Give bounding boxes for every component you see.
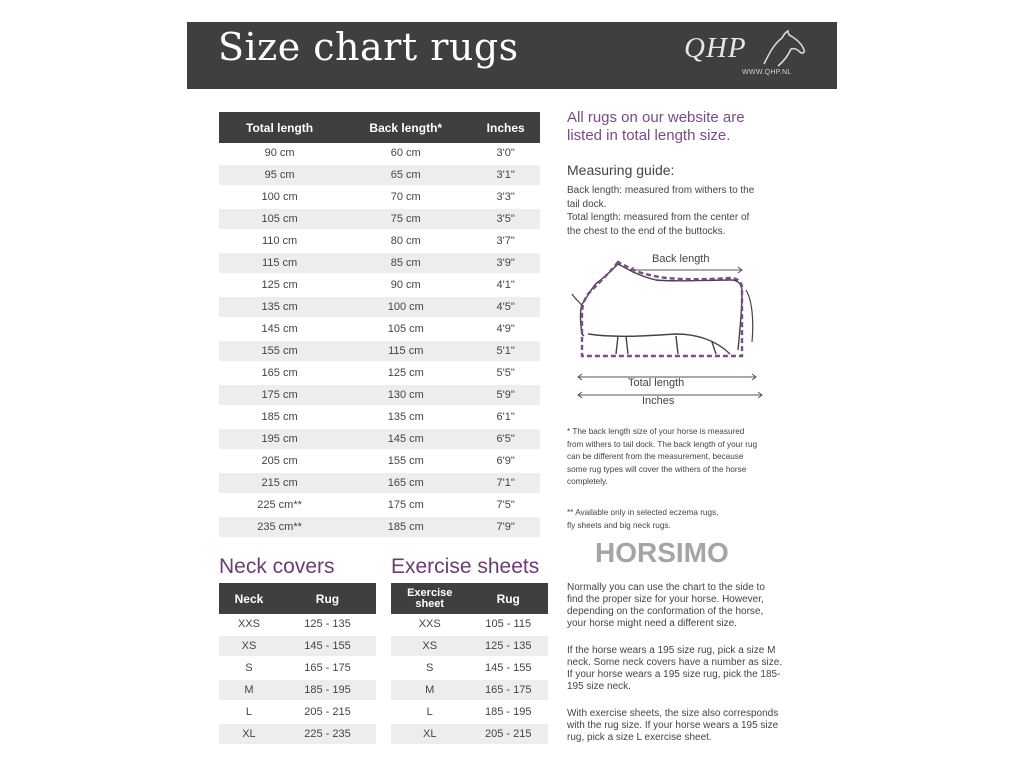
table-row (219, 494, 540, 516)
rug-size-table (219, 112, 540, 539)
col-exercise-line2: sheet (415, 597, 445, 610)
table-cell: M (219, 679, 279, 701)
table-cell: 155 cm (219, 340, 340, 362)
table-cell: 95 cm (219, 164, 340, 186)
col-neck: Neck (219, 583, 279, 614)
table-row (219, 274, 540, 296)
table-cell: 165 cm (219, 362, 340, 384)
table-row (391, 614, 548, 635)
table-cell: 185 cm (340, 516, 471, 538)
table-cell: XL (391, 723, 468, 745)
table-row (391, 723, 548, 745)
table-row (219, 614, 376, 635)
table-cell: 3'9" (471, 252, 540, 274)
table-cell: 125 - 135 (279, 614, 376, 635)
table-row (219, 701, 376, 723)
table-row (219, 186, 540, 208)
table-row (219, 635, 376, 657)
rug-dashed-outline (582, 262, 742, 356)
paragraph-line: your horse might need a different size. (567, 618, 737, 629)
table-cell: 90 cm (219, 143, 340, 164)
table-row (391, 679, 548, 701)
table-cell: XS (391, 635, 468, 657)
guide-line: Back length: measured from withers to the (567, 185, 755, 196)
table-cell: XL (219, 723, 279, 745)
table-header-row (391, 583, 548, 614)
table-cell: 130 cm (340, 384, 471, 406)
notice-line: All rugs on our website are (567, 109, 745, 126)
table-row (219, 318, 540, 340)
table-cell: 135 cm (219, 296, 340, 318)
table-cell: 60 cm (340, 143, 471, 164)
table-row (219, 164, 540, 186)
table-cell: 3'0" (471, 143, 540, 164)
table-row (219, 450, 540, 472)
table-cell: 145 cm (219, 318, 340, 340)
table-cell: S (391, 657, 468, 679)
table-cell: 100 cm (340, 296, 471, 318)
footnote-line: completely. (567, 477, 608, 486)
table-cell: 205 - 215 (279, 701, 376, 723)
paragraph-chart-usage (567, 582, 812, 630)
logo-text: QHP (684, 32, 747, 64)
measuring-diagram (566, 250, 806, 410)
paragraph-exercise-sizing (567, 708, 812, 744)
inches-label: Inches (642, 395, 675, 407)
footnote-line: * The back length size of your horse is measured (567, 427, 745, 436)
measuring-guide-title: Measuring guide: (567, 162, 675, 178)
paragraph-line: 195 size neck. (567, 681, 631, 692)
table-row (219, 384, 540, 406)
notice-text (567, 109, 807, 145)
table-cell: 6'5" (471, 428, 540, 450)
table-cell: 135 cm (340, 406, 471, 428)
col-exercise-line1: Exercise (407, 586, 453, 599)
table-cell: 235 cm** (219, 516, 340, 538)
col-exercise-sheet (391, 583, 468, 614)
guide-line: tail dock. (567, 198, 607, 210)
qhp-logo (684, 30, 814, 82)
table-row (219, 296, 540, 318)
table-cell: 125 cm (219, 274, 340, 296)
notice-line: listed in total length size. (567, 127, 731, 144)
logo-url: WWW.QHP.NL (742, 69, 792, 76)
neck-covers-title: Neck covers (219, 555, 335, 578)
table-cell: 3'3" (471, 186, 540, 208)
table-cell: L (219, 701, 279, 723)
table-header-row (219, 583, 376, 614)
page-title: Size chart rugs (218, 25, 519, 69)
back-length-label: Back length (652, 253, 710, 265)
table-cell: 80 cm (340, 230, 471, 252)
table-cell: 4'9" (471, 318, 540, 340)
table-row (219, 252, 540, 274)
table-cell: 225 - 235 (279, 723, 376, 745)
table-cell: 70 cm (340, 186, 471, 208)
col-inches: Inches (471, 112, 540, 143)
table-row (219, 516, 540, 538)
table-row (219, 428, 540, 450)
col-total-length: Total length (219, 112, 340, 143)
tail-line (746, 290, 753, 342)
table-cell: 6'1" (471, 406, 540, 428)
col-rug: Rug (468, 583, 548, 614)
table-row (219, 340, 540, 362)
table-cell: 7'5" (471, 494, 540, 516)
table-row (219, 230, 540, 252)
paragraph-line: With exercise sheets, the size also corresponds (567, 708, 779, 719)
table-row (391, 635, 548, 657)
table-row (219, 472, 540, 494)
table-cell: 105 cm (219, 208, 340, 230)
table-cell: 4'1" (471, 274, 540, 296)
table-cell: L (391, 701, 468, 723)
exercise-sheets-table (391, 583, 548, 746)
header-banner (187, 22, 837, 89)
table-cell: 115 cm (340, 340, 471, 362)
table-cell: 145 - 155 (468, 657, 548, 679)
table-cell: 205 cm (219, 450, 340, 472)
footnote-availability (567, 507, 807, 532)
table-cell: 5'9" (471, 384, 540, 406)
table-cell: 3'7" (471, 230, 540, 252)
table-cell: 195 cm (219, 428, 340, 450)
footnote-back-length (567, 426, 807, 489)
neck-covers-table (219, 583, 376, 746)
table-cell: 155 cm (340, 450, 471, 472)
table-cell: 3'1" (471, 164, 540, 186)
guide-line: the chest to the end of the buttocks. (567, 225, 726, 237)
table-cell: 175 cm (219, 384, 340, 406)
col-back-length: Back length* (340, 112, 471, 143)
paragraph-line: find the proper size for your horse. However, (567, 594, 764, 605)
table-cell: 85 cm (340, 252, 471, 274)
table-cell: XXS (219, 614, 279, 635)
total-length-label: Total length (628, 377, 685, 389)
table-cell: XS (219, 635, 279, 657)
paragraph-line: neck. Some neck covers have a number as size. (567, 657, 783, 668)
col-rug: Rug (279, 583, 376, 614)
table-cell: 145 - 155 (279, 635, 376, 657)
table-row (219, 406, 540, 428)
table-cell: 75 cm (340, 208, 471, 230)
footnote-line: some rug types will cover the withers of the horse (567, 464, 747, 474)
paragraph-line: depending on the conformation of the horse, (567, 606, 764, 617)
table-cell: 165 cm (340, 472, 471, 494)
table-cell: 90 cm (340, 274, 471, 296)
horse-rug-diagram (566, 250, 806, 410)
table-row (391, 701, 548, 723)
table-cell: 110 cm (219, 230, 340, 252)
table-row (219, 143, 540, 164)
measuring-guide-text (567, 184, 812, 238)
horse-legs (616, 336, 716, 354)
footnote-line: ** Available only in selected eczema rugs, (567, 508, 719, 517)
table-cell: 5'5" (471, 362, 540, 384)
table-cell: 100 cm (219, 186, 340, 208)
table-cell: 165 - 175 (468, 679, 548, 701)
horsimo-logo (595, 537, 755, 571)
table-row (391, 657, 548, 679)
table-cell: 185 - 195 (279, 679, 376, 701)
table-cell: 165 - 175 (279, 657, 376, 679)
table-cell: 225 cm** (219, 494, 340, 516)
table-cell: 145 cm (340, 428, 471, 450)
table-cell: 125 cm (340, 362, 471, 384)
table-row (219, 679, 376, 701)
table-header-row (219, 112, 540, 143)
exercise-sheets-title: Exercise sheets (391, 555, 540, 578)
table-cell: XXS (391, 614, 468, 635)
table-row (219, 362, 540, 384)
table-cell: 185 - 195 (468, 701, 548, 723)
table-cell: 4'5" (471, 296, 540, 318)
footnote-line: can be different from the measurement, because (567, 452, 744, 461)
table-cell: 215 cm (219, 472, 340, 494)
horsimo-logo-text: HORSIMO (595, 537, 729, 568)
guide-line: Total length: measured from the center of (567, 212, 750, 223)
table-cell: 5'1" (471, 340, 540, 362)
table-cell: 7'1" (471, 472, 540, 494)
table-cell: 115 cm (219, 252, 340, 274)
footnote-line: from withers to tail dock. The back length of your rug (567, 439, 758, 449)
table-cell: 65 cm (340, 164, 471, 186)
table-row (219, 657, 376, 679)
table-cell: 105 cm (340, 318, 471, 340)
table-cell: 3'5" (471, 208, 540, 230)
paragraph-line: Normally you can use the chart to the side to (567, 582, 765, 593)
paragraph-line: rug, pick a size L exercise sheet. (567, 732, 712, 743)
paragraph-neck-sizing (567, 645, 812, 693)
table-row (219, 208, 540, 230)
paragraph-line: If your horse wears a 195 size rug, pick the 185- (567, 669, 781, 680)
table-cell: 185 cm (219, 406, 340, 428)
table-cell: M (391, 679, 468, 701)
table-cell: S (219, 657, 279, 679)
table-cell: 7'9" (471, 516, 540, 538)
table-cell: 175 cm (340, 494, 471, 516)
paragraph-line: If the horse wears a 195 size rug, pick a size M (567, 645, 776, 656)
table-cell: 6'9" (471, 450, 540, 472)
paragraph-line: with the rug size. If your horse wears a 195 size (567, 720, 779, 731)
horse-head-icon (760, 30, 810, 70)
table-cell: 105 - 115 (468, 614, 548, 635)
table-cell: 205 - 215 (468, 723, 548, 745)
table-row (219, 723, 376, 745)
footnote-line: fly sheets and big neck rugs. (567, 520, 671, 530)
table-cell: 125 - 135 (468, 635, 548, 657)
